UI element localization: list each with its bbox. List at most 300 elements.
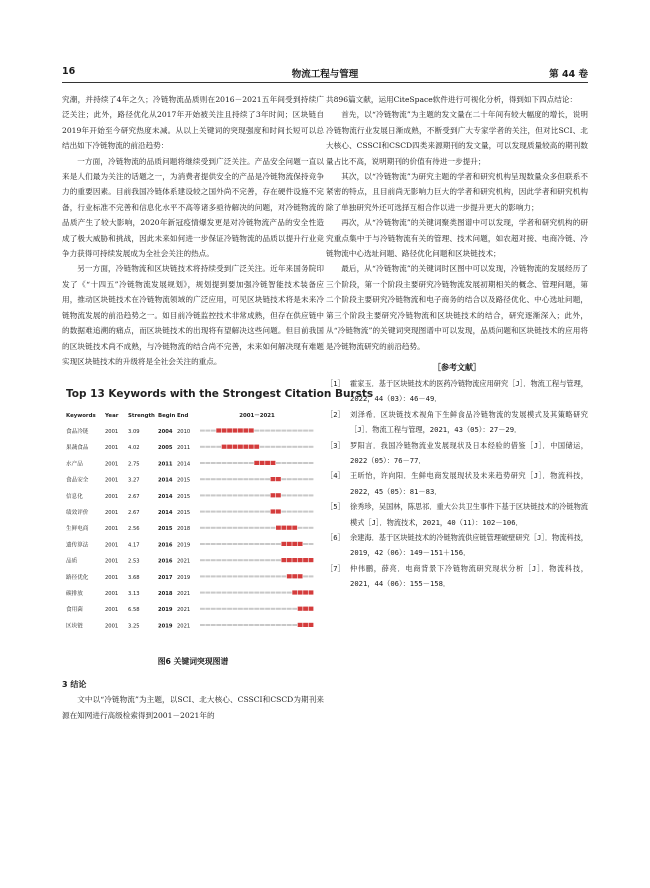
reference-text: 罗阳言．我国冷链物流业发展现状及日本经验的借鉴［J］．中国储运，2022（05）：76－77．: [350, 440, 588, 465]
timeline-segment: [205, 624, 210, 626]
burst-segment: [287, 558, 292, 562]
timeline-segment: [271, 430, 276, 432]
timeline-segment: [211, 576, 216, 578]
burst-segment: [243, 445, 248, 449]
burst-segment: [249, 429, 254, 433]
row-year: 2001: [105, 445, 119, 452]
timeline-segment: [292, 446, 297, 448]
reference-text: 刘泽希．区块链技术视角下生鲜食品冷链物流的发展模式及其策略研究［J］．物流工程与管理，2021，43（05）：27－29．: [350, 409, 588, 435]
timeline-segment: [205, 608, 210, 610]
timeline-segment: [227, 592, 232, 594]
reference-text: 徐秀珍，吴国林，陈思祁．重大公共卫生事件下基于区块链技术的冷链物流模式［J］．物流技术，2021，40（11）：102－106．: [350, 502, 588, 527]
timeline-segment: [216, 543, 221, 545]
references-title: ［参考文献］: [433, 362, 481, 372]
timeline-segment: [243, 576, 248, 578]
burst-segment: [276, 510, 281, 514]
timeline-segment: [249, 608, 254, 610]
row-keyword: 食品冷链: [66, 429, 89, 436]
timeline-segment: [216, 592, 221, 594]
timeline-segment: [260, 624, 265, 626]
timeline-segment: [233, 624, 238, 626]
row-strength: 3.13: [128, 591, 140, 598]
burst-chart: [62, 377, 374, 649]
row-year: 2001: [105, 542, 119, 549]
timeline-segment: [222, 543, 227, 545]
row-year: 2001: [105, 575, 119, 582]
timeline-segment: [222, 462, 227, 464]
timeline-segment: [200, 430, 205, 432]
row-strength: 2.67: [128, 494, 140, 501]
burst-segment: [216, 429, 221, 433]
burst-segment: [303, 591, 308, 595]
timeline-segment: [265, 608, 270, 610]
timeline-segment: [287, 511, 292, 513]
timeline-segment: [303, 576, 308, 578]
burst-segment: [249, 445, 254, 449]
timeline-segment: [200, 592, 205, 594]
reference-item: [326, 468, 588, 499]
burst-segment: [281, 542, 286, 546]
timeline-segment: [238, 608, 243, 610]
burst-segment: [281, 526, 286, 530]
timeline-segment: [265, 543, 270, 545]
timeline-segment: [309, 479, 314, 481]
row-year: 2001: [105, 526, 119, 533]
timeline-segment: [309, 576, 314, 578]
timeline-segment: [200, 462, 205, 464]
timeline-segment: [211, 446, 216, 448]
row-keyword: 果蔬食品: [66, 445, 89, 452]
burst-segment: [303, 607, 308, 611]
timeline-segment: [222, 576, 227, 578]
row-end: 2015: [177, 494, 191, 501]
timeline-segment: [254, 576, 259, 578]
row-strength: 3.68: [128, 575, 140, 582]
timeline-segment: [243, 527, 248, 529]
row-year: 2001: [105, 429, 119, 436]
row-begin: 2017: [158, 575, 173, 582]
timeline-segment: [303, 462, 308, 464]
reference-text: 霍家玉．基于区块链技术的医药冷链物流应用研究［J］．物流工程与管理，2022，44（03）：46－49．: [350, 378, 588, 404]
reference-number: ［6］: [326, 532, 345, 542]
timeline-segment: [227, 479, 232, 481]
timeline-segment: [292, 511, 297, 513]
timeline-segment: [260, 446, 265, 448]
row-end: 2015: [177, 477, 191, 484]
timeline-segment: [216, 624, 221, 626]
row-strength: 2.67: [128, 510, 140, 517]
burst-segment: [271, 461, 276, 465]
reference-item: [326, 530, 588, 561]
timeline-segment: [292, 495, 297, 497]
column-header: Strength: [128, 413, 155, 420]
burst-segment: [260, 461, 265, 465]
timeline-segment: [222, 592, 227, 594]
row-keyword: 食品安全: [66, 477, 89, 484]
timeline-segment: [205, 462, 210, 464]
timeline-segment: [205, 576, 210, 578]
timeline-segment: [260, 430, 265, 432]
timeline-segment: [249, 527, 254, 529]
timeline-segment: [233, 527, 238, 529]
timeline-segment: [205, 527, 210, 529]
timeline-segment: [254, 479, 259, 481]
figure-caption: 图6 关键词突现图谱: [157, 657, 229, 667]
burst-segment: [243, 429, 248, 433]
timeline-segment: [211, 608, 216, 610]
timeline-segment: [265, 527, 270, 529]
timeline-segment: [227, 608, 232, 610]
timeline-segment: [292, 624, 297, 626]
row-keyword: 食用菌: [66, 607, 83, 614]
row-keyword: 绩效评价: [66, 510, 89, 517]
timeline-segment: [271, 527, 276, 529]
burst-segment: [309, 623, 314, 627]
burst-segment: [287, 575, 292, 579]
timeline-segment: [281, 624, 286, 626]
row-keyword: 区块链: [66, 623, 83, 630]
page-number: 16: [62, 66, 76, 77]
timeline-segment: [281, 511, 286, 513]
reference-text: 王昕怡，许向阳．生鲜电商发展现状及未来趋势研究［J］．物流科技，2022，45（05）：81－83．: [350, 471, 588, 496]
row-strength: 3.09: [128, 429, 140, 436]
timeline-segment: [265, 624, 270, 626]
timeline-segment: [238, 495, 243, 497]
timeline-segment: [216, 511, 221, 513]
timeline-segment: [238, 527, 243, 529]
timeline-segment: [254, 543, 259, 545]
timeline-segment: [216, 560, 221, 562]
section-title: 3 结论: [62, 680, 87, 690]
timeline-segment: [222, 624, 227, 626]
body-paragraph: 首先，以“冷链物流”为主题的发文量在二十年间有较大幅度的增长，说明冷链物流行业发展日渐成熟，不断受到广大专家学者的关注，但对比SCI、北大核心、CSSCI和CSCD四类来源期刊的发文量，可以发现质量较高的期刊数量占比不高，说明期刊的价值有待进一步提升；: [326, 110, 588, 166]
timeline-segment: [200, 608, 205, 610]
row-begin: 2014: [158, 510, 173, 517]
row-keyword: 信息化: [66, 494, 83, 501]
timeline-segment: [281, 495, 286, 497]
row-begin: 2011: [158, 461, 173, 468]
timeline-segment: [287, 624, 292, 626]
header-rule: [62, 82, 588, 83]
burst-segment: [276, 477, 281, 481]
row-strength: 6.58: [128, 607, 140, 614]
timeline-segment: [238, 479, 243, 481]
timeline-segment: [276, 446, 281, 448]
burst-segment: [303, 623, 308, 627]
timeline-segment: [233, 560, 238, 562]
timeline-segment: [211, 527, 216, 529]
page-header: [62, 66, 588, 82]
timeline-segment: [205, 543, 210, 545]
burst-segment: [233, 429, 238, 433]
timeline-segment: [276, 560, 281, 562]
row-strength: 2.53: [128, 558, 140, 565]
burst-segment: [309, 591, 314, 595]
timeline-segment: [227, 624, 232, 626]
row-end: 2015: [177, 510, 191, 517]
timeline-segment: [238, 624, 243, 626]
timeline-segment: [254, 560, 259, 562]
timeline-segment: [243, 608, 248, 610]
timeline-segment: [260, 560, 265, 562]
row-year: 2001: [105, 591, 119, 598]
reference-item: [326, 561, 588, 592]
timeline-segment: [287, 495, 292, 497]
timeline-segment: [287, 446, 292, 448]
timeline-segment: [303, 527, 308, 529]
reference-item: [326, 438, 588, 469]
timeline-segment: [222, 560, 227, 562]
timeline-segment: [243, 543, 248, 545]
timeline-segment: [233, 608, 238, 610]
timeline-segment: [243, 495, 248, 497]
timeline-segment: [265, 495, 270, 497]
row-end: 2011: [177, 445, 191, 452]
burst-segment: [254, 461, 259, 465]
timeline-segment: [205, 479, 210, 481]
timeline-segment: [260, 527, 265, 529]
timeline-segment: [298, 446, 303, 448]
timeline-segment: [222, 479, 227, 481]
timeline-segment: [211, 462, 216, 464]
timeline-segment: [271, 543, 276, 545]
timeline-segment: [303, 446, 308, 448]
timeline-segment: [254, 511, 259, 513]
timeline-segment: [216, 608, 221, 610]
row-end: 2010: [177, 429, 191, 436]
burst-segment: [298, 558, 303, 562]
row-strength: 2.56: [128, 526, 140, 533]
timeline-segment: [303, 479, 308, 481]
timeline-segment: [265, 511, 270, 513]
timeline-segment: [227, 495, 232, 497]
timeline-segment: [200, 479, 205, 481]
row-keyword: 水产品: [66, 461, 83, 468]
timeline-segment: [276, 608, 281, 610]
burst-segment: [265, 461, 270, 465]
row-end: 2021: [177, 558, 191, 565]
reference-item: [326, 499, 588, 530]
row-keyword: 路径优化: [66, 575, 89, 582]
column-header: Begin: [158, 413, 176, 420]
row-strength: 4.02: [128, 445, 140, 452]
timeline-segment: [211, 479, 216, 481]
chart-title: Top 13 Keywords with the Strongest Citation Bursts: [66, 388, 374, 401]
timeline-segment: [211, 430, 216, 432]
volume-label: 第 44 卷: [549, 69, 588, 80]
burst-segment: [233, 445, 238, 449]
burst-segment: [271, 510, 276, 514]
timeline-segment: [287, 462, 292, 464]
burst-segment: [298, 607, 303, 611]
timeline-segment: [254, 430, 259, 432]
row-begin: 2016: [158, 558, 173, 565]
timeline-segment: [243, 592, 248, 594]
row-begin: 2014: [158, 494, 173, 501]
timeline-segment: [233, 576, 238, 578]
body-paragraph: 一方面，冷链物流的品质问题将继续受到广泛关注。产品安全问题一直以来是人们最为关注的话题之一，为消费者提供安全的产品是冷链物流保持竞争力的重要因素。目前我国冷链体系建设较之国外尚不完善，存在硬件设施不完备，行业标准不完善和信息化水平不高等诸多亟待解决的问题，对冷链物流的品质产生了较大影响，2020年新冠疫情爆发更是对冷链物流产品的安全性造成了极大威胁和挑战，因此未来如何进一步保证冷链物流的品质以提升行业竞争力获得可持续发展成为全社会关注的热点。: [62, 156, 324, 259]
burst-segment: [298, 623, 303, 627]
burst-segment: [287, 526, 292, 530]
burst-segment: [276, 494, 281, 498]
right-column: [326, 92, 588, 592]
timeline-segment: [200, 511, 205, 513]
burst-segment: [298, 575, 303, 579]
timeline-segment: [254, 527, 259, 529]
row-end: 2019: [177, 575, 191, 582]
timeline-segment: [271, 608, 276, 610]
burst-segment: [292, 591, 297, 595]
timeline-segment: [303, 543, 308, 545]
timeline-segment: [249, 479, 254, 481]
burst-segment: [227, 445, 232, 449]
burst-segment: [271, 477, 276, 481]
timeline-segment: [200, 495, 205, 497]
burst-segment: [298, 542, 303, 546]
timeline-segment: [271, 446, 276, 448]
reference-number: ［5］: [326, 502, 345, 512]
row-strength: 2.75: [128, 461, 140, 468]
burst-segment: [222, 429, 227, 433]
timeline-segment: [200, 543, 205, 545]
reference-number: ［2］: [326, 409, 345, 419]
timeline-segment: [287, 430, 292, 432]
timeline-segment: [205, 495, 210, 497]
row-end: 2021: [177, 607, 191, 614]
row-begin: 2019: [158, 607, 173, 614]
timeline-segment: [281, 479, 286, 481]
timeline-segment: [260, 576, 265, 578]
timeline-segment: [249, 543, 254, 545]
timeline-segment: [265, 479, 270, 481]
timeline-segment: [233, 592, 238, 594]
timeline-segment: [200, 576, 205, 578]
timeline-segment: [309, 462, 314, 464]
journal-title: 物流工程与管理: [291, 69, 359, 80]
body-paragraph: 究潮，并持续了4年之久；冷链物流品质则在2016－2021五年间受到持续广泛关注；此外，路径优化从2017年开始被关注且持续了3年时间；区块链自2019年开始至今研究热度未减。从以上关键词的突现强度和时间长短可以总结出如下冷链物流的前沿趋势：: [62, 95, 324, 151]
timeline-segment: [281, 430, 286, 432]
timeline-segment: [309, 495, 314, 497]
burst-segment: [292, 558, 297, 562]
timeline-segment: [227, 543, 232, 545]
timeline-segment: [205, 511, 210, 513]
timeline-segment: [233, 479, 238, 481]
timeline-segment: [227, 527, 232, 529]
burst-figure: [62, 377, 374, 649]
timeline-segment: [276, 543, 281, 545]
column-header: End: [177, 413, 189, 420]
row-begin: 2014: [158, 477, 173, 484]
row-keyword: 碳排放: [66, 591, 83, 598]
timeline-segment: [276, 624, 281, 626]
timeline-segment: [281, 608, 286, 610]
timeline-segment: [276, 592, 281, 594]
timeline-segment: [205, 592, 210, 594]
burst-segment: [303, 558, 308, 562]
timeline-segment: [233, 495, 238, 497]
timeline-segment: [254, 608, 259, 610]
timeline-segment: [260, 608, 265, 610]
timeline-segment: [298, 495, 303, 497]
timeline-segment: [292, 462, 297, 464]
body-paragraph: 再次，从“冷链物流”的关键词聚类图谱中可以发现，学者和研究机构的研究重点集中于与冷链物流有关的管理、技术问题，如农超对接、电商冷链、冷链物流中心选址问题、路径优化问题和区块链技术；: [326, 218, 588, 259]
timeline-segment: [287, 592, 292, 594]
timeline-segment: [249, 560, 254, 562]
timeline-segment: [276, 430, 281, 432]
burst-segment: [271, 494, 276, 498]
timeline-segment: [254, 495, 259, 497]
row-begin: 2016: [158, 542, 173, 549]
timeline-segment: [211, 560, 216, 562]
timeline-segment: [233, 511, 238, 513]
timeline-segment: [243, 511, 248, 513]
timeline-segment: [227, 560, 232, 562]
reference-text: 仲伟鹏，薛亮．电商背景下冷链物流研究现状分析［J］．物流科技，2021，44（06）：155－158．: [350, 563, 588, 589]
row-begin: 2015: [158, 526, 173, 533]
timeline-segment: [298, 479, 303, 481]
timeline-segment: [233, 462, 238, 464]
timeline-segment: [216, 576, 221, 578]
timeline-segment: [287, 608, 292, 610]
timeline-segment: [265, 576, 270, 578]
timeline-segment: [249, 462, 254, 464]
timeline-segment: [211, 495, 216, 497]
body-paragraph: 最后，从“冷链物流”的关键词时区图中可以发现，冷链物流的发展经历了三个阶段，第一个阶段主要研究冷链物流发展初期相关的概念、管理问题，第二个阶段主要研究冷链物流和电子商务的结合以及路径优化、中心选址问题，第三个阶段主要研究冷链物流和区块链技术的结合，研究逐渐深入；此外，从“冷链物流”的关键词突现图谱中可以发现，品质问题和区块链技术的应用将是冷链物流研究的前沿趋势。: [326, 264, 588, 351]
timeline-segment: [216, 462, 221, 464]
burst-segment: [227, 429, 232, 433]
burst-segment: [222, 445, 227, 449]
timeline-segment: [309, 527, 314, 529]
body-paragraph: 另一方面，冷链物流和区块链技术将持续受到广泛关注。近年来国务院印发了《“十四五”冷链物流发展规划》，规划提到要加强冷链智能技术装备应用，推动区块链技术在冷链物流领域的广泛应用，可见区块链技术将是未来冷链物流发展的前沿趋势之一。如目前冷链监控技术非常成熟，但存在供应链中的数据难追溯的痛点，而区块链技术的出现将有望解决这些问题。但目前我国的区块链技术尚不成熟，与冷链物流的结合尚不完善，未来如何解决现有难题实现区块链技术的升级将是全社会关注的重点。: [62, 264, 324, 366]
timeline-segment: [243, 462, 248, 464]
burst-segment: [309, 558, 314, 562]
reference-item: [326, 407, 588, 438]
body-paragraph: 文中以“冷链物流”为主题，以SCI、北大核心、CSSCI和CSCD为期刊来源在知网进行高级检索得到2001－2021年的: [62, 695, 324, 720]
timeline-segment: [260, 511, 265, 513]
timeline-segment: [281, 576, 286, 578]
reference-text: 余建海．基于区块链技术的冷链物流供应链管理破壁研究［J］．物流科技，2019，42（06）：149－151＋156．: [350, 532, 588, 558]
timeline-segment: [292, 479, 297, 481]
timeline-segment: [254, 624, 259, 626]
timeline-segment: [222, 511, 227, 513]
timeline-segment: [260, 479, 265, 481]
references-list: [326, 376, 588, 592]
timeline-segment: [205, 430, 210, 432]
timeline-segment: [238, 543, 243, 545]
timeline-segment: [303, 495, 308, 497]
burst-segment: [281, 558, 286, 562]
timeline-segment: [309, 446, 314, 448]
timeline-segment: [260, 592, 265, 594]
row-end: 2018: [177, 526, 191, 533]
timeline-segment: [271, 576, 276, 578]
timeline-segment: [298, 430, 303, 432]
timeline-segment: [260, 543, 265, 545]
timeline-segment: [227, 462, 232, 464]
timeline-segment: [292, 430, 297, 432]
timeline-segment: [243, 624, 248, 626]
row-year: 2001: [105, 477, 119, 484]
timeline-segment: [265, 592, 270, 594]
row-begin: 2004: [158, 429, 173, 436]
period-label: 2001－2021: [239, 413, 275, 420]
row-end: 2021: [177, 623, 191, 630]
timeline-segment: [211, 592, 216, 594]
row-year: 2001: [105, 607, 119, 614]
timeline-segment: [205, 560, 210, 562]
timeline-segment: [276, 576, 281, 578]
timeline-segment: [249, 511, 254, 513]
